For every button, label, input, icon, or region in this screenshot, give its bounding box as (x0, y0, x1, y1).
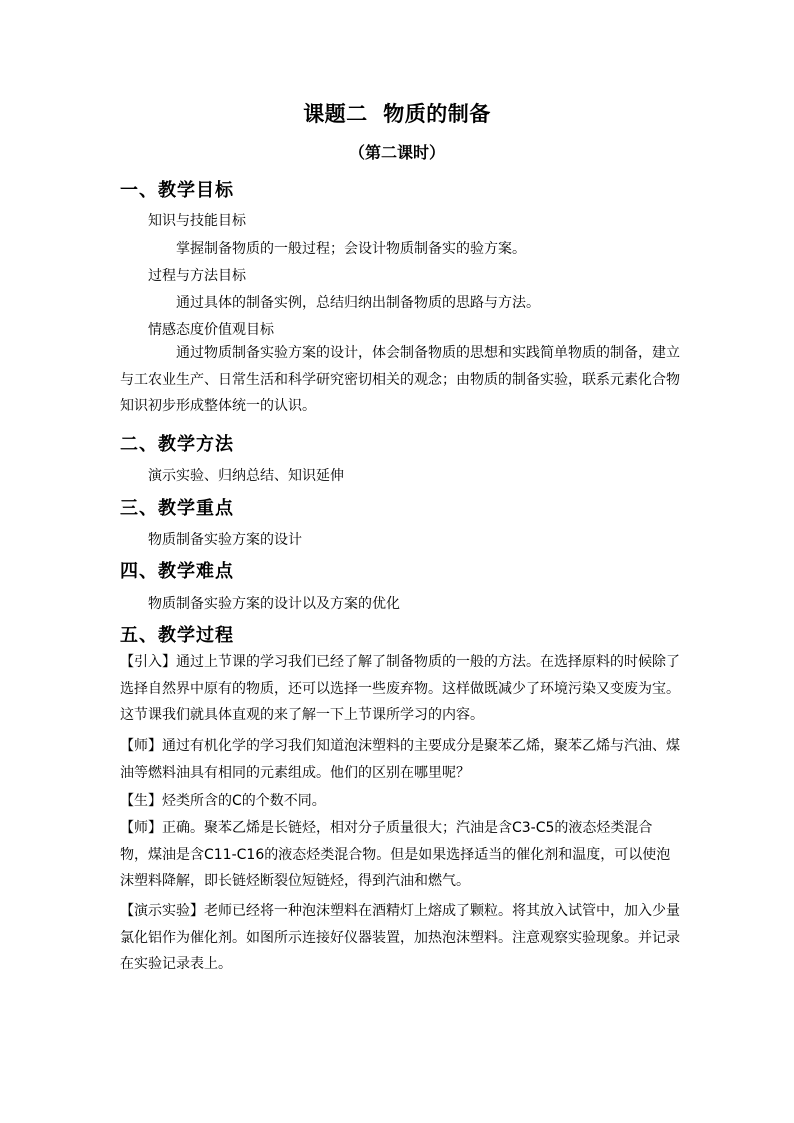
paragraph-intro: 【引入】通过上节课的学习我们已经了解了制备物质的一般的方法。在选择原料的时候除了选择自然界中原有的物质，还可以选择一些废弃物。这样做既减少了环境污染又变废为宝。这节课我们就具体直观的来了解一下上节课所学习的内容。 (120, 654, 680, 724)
section-heading-methods: 二、教学方法 (120, 434, 234, 455)
paragraph-demo: 【演示实验】老师已经将一种泡沫塑料在酒精灯上熔成了颗粒。将其放入试管中，加入少量氯化铝作为催化剂。如图所示连接好仪器装置，加热泡沫塑料。注意观察实验现象。并记录在实验记录表上。 (120, 903, 680, 973)
goal-label-attitude: 情感态度价值观目标 (148, 322, 274, 338)
paragraph-teacher-1: 【师】通过有机化学的学习我们知道泡沫塑料的主要成分是聚苯乙烯，聚苯乙烯与汽油、煤油等燃料油具有相同的元素组成。他们的区别在哪里呢？ (120, 738, 680, 781)
goal-label-process: 过程与方法目标 (148, 268, 246, 284)
section-heading-process: 五、教学过程 (120, 625, 234, 646)
paragraph-student: 【生】烃类所含的C的个数不同。 (120, 793, 326, 809)
key-points-text: 物质制备实验方案的设计 (148, 532, 302, 548)
section-heading-objectives: 一、教学目标 (120, 180, 234, 201)
goal-text-attitude: 通过物质制备实验方案的设计，体会制备物质的思想和实践简单物质的制备，建立与工农业生产、日常生活和科学研究密切相关的观念；由物质的制备实验，联系元素化合物知识初步形成整体统一的认识。 (120, 345, 680, 415)
goal-text-process: 通过具体的制备实例，总结归纳出制备物质的思路与方法。 (176, 295, 540, 311)
section-heading-key-points: 三、教学重点 (120, 498, 234, 519)
paragraph-teacher-2: 【师】正确。聚苯乙烯是长链烃，相对分子质量很大；汽油是含C3-C5的液态烃类混合物，煤油是含C11-C16的液态烃类混合物。但是如果选择适当的催化剂和温度，可以使泡沫塑料降解，即长链烃断裂位短链烃，得到汽油和燃气。 (120, 820, 671, 890)
difficulties-text: 物质制备实验方案的设计以及方案的优化 (148, 596, 400, 612)
section-heading-difficulties: 四、教学难点 (120, 561, 234, 582)
page-subtitle: （第二课时） (348, 143, 445, 162)
methods-text: 演示实验、归纳总结、知识延伸 (148, 468, 344, 484)
page-title: 课题二 物质的制备 (303, 102, 491, 126)
goal-label-knowledge: 知识与技能目标 (148, 213, 246, 229)
goal-text-knowledge: 掌握制备物质的一般过程；会设计物质制备实的验方案。 (176, 241, 526, 257)
